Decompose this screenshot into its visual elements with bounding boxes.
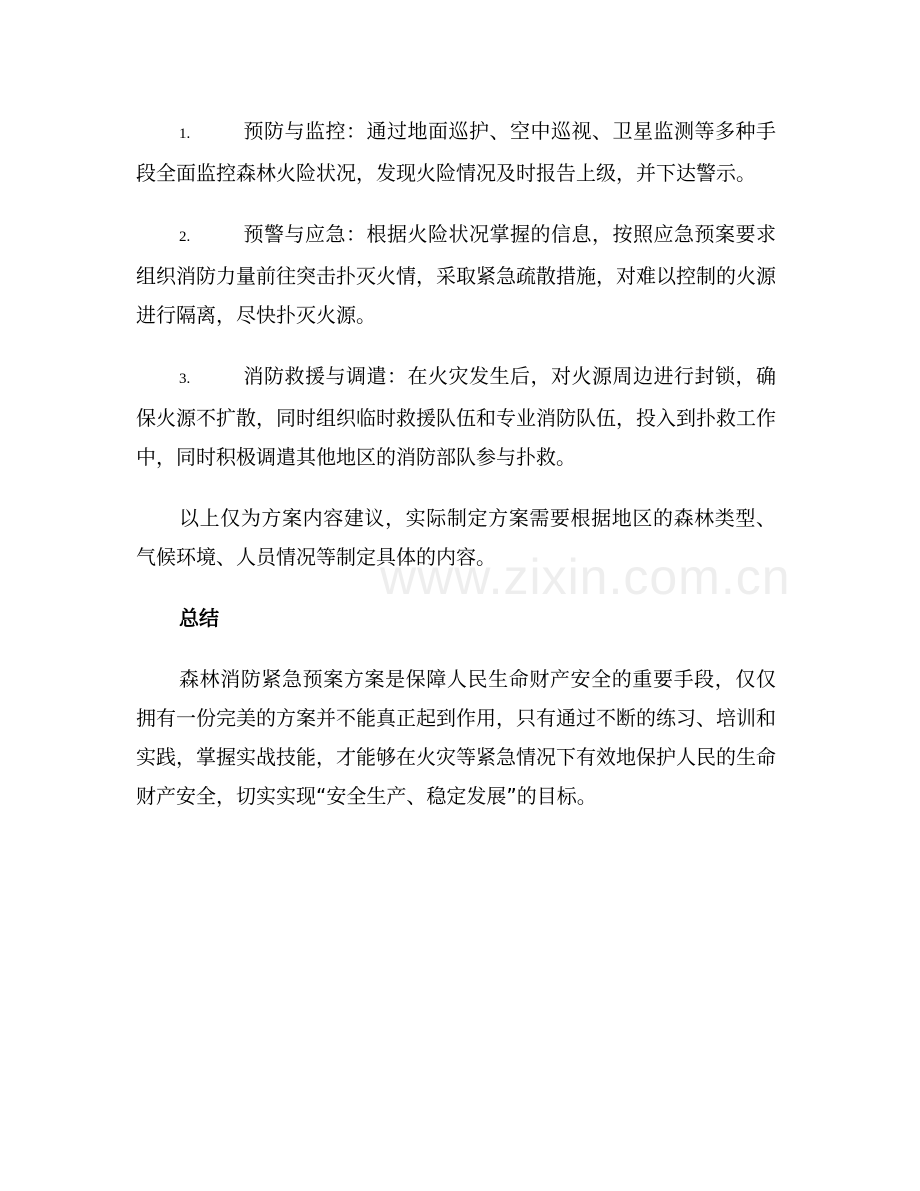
list-item-number: 2. bbox=[179, 229, 191, 245]
list-item-text: 消防救援与调遣：在火灾发生后，对火源周边进行封锁，确保火源不扩散，同时组织临时救援队伍和专业消防队伍，投入到扑救工作中，同时积极调遣其他地区的消防部队参与扑救。 bbox=[136, 364, 776, 469]
list-item-text: 预警与应急：根据火险状况掌握的信息，按照应急预案要求组织消防力量前往突击扑灭火情，采取紧急疏散措施，对难以控制的火源进行隔离，尽快扑灭火源。 bbox=[136, 222, 776, 327]
list-item-number: 3. bbox=[179, 371, 191, 387]
list-item-text: 预防与监控：通过地面巡护、空中巡视、卫星监测等多种手段全面监控森林火险状况，发现火险情况及时报告上级，并下达警示。 bbox=[136, 119, 776, 185]
list-item-3 bbox=[136, 357, 776, 477]
list-item-number: 1. bbox=[179, 126, 191, 142]
list-item-2 bbox=[136, 215, 776, 335]
summary-heading: 总结 bbox=[179, 606, 219, 630]
note-paragraph: 以上仅为方案内容建议，实际制定方案需要根据地区的森林类型、气候环境、人员情况等制定具体的内容。 bbox=[136, 506, 776, 569]
summary-paragraph: 森林消防紧急预案方案是保障人民生命财产安全的重要手段，仅仅拥有一份完美的方案并不能真正起到作用，只有通过不断的练习、培训和实践，掌握实战技能，才能够在火灾等紧急情况下有效地保护人民的生命财产安全，切实实现“安全生产、稳定发展”的目标。 bbox=[136, 667, 776, 808]
watermark: www.zixin.com.cn bbox=[380, 549, 791, 605]
document-body bbox=[136, 112, 776, 838]
list-item-1 bbox=[136, 112, 776, 193]
